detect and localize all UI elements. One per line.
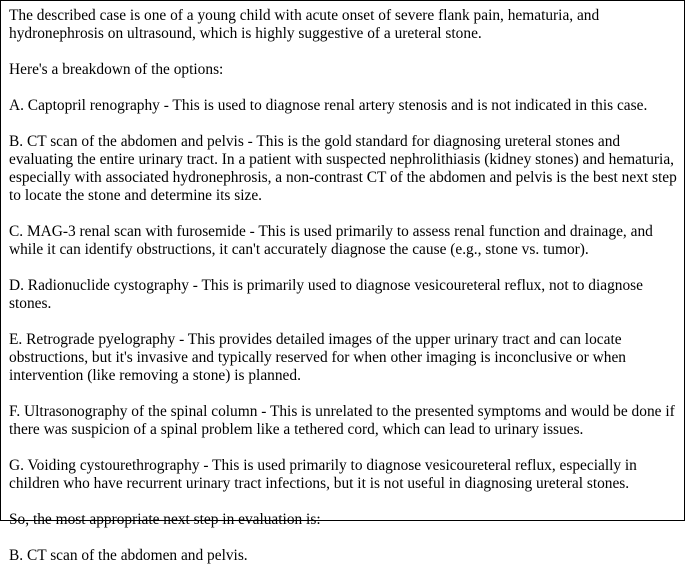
final-answer-paragraph: B. CT scan of the abdomen and pelvis. — [9, 547, 248, 564]
breakdown-heading: Here's a breakdown of the options: — [9, 61, 224, 78]
option-d-paragraph: D. Radionuclide cystography - This is primarily used to diagnose vesicoureteral reflux, not to diagnose stones. — [9, 277, 644, 312]
option-a-paragraph: A. Captopril renography - This is used to diagnose renal artery stenosis and is not indicated in this case. — [9, 97, 648, 114]
document-body — [9, 7, 679, 565]
conclusion-lead-paragraph: So, the most appropriate next step in evaluation is: — [9, 511, 321, 528]
option-g-paragraph: G. Voiding cystourethrography - This is used primarily to diagnose vesicoureteral reflux, especially in children who have recurrent urinary tract infections, but it is not useful in diagnosing ureteral stones. — [9, 457, 637, 492]
option-b-paragraph: B. CT scan of the abdomen and pelvis - This is the gold standard for diagnosing ureteral stones and evaluating the entire urinary tract. In a patient with suspected nephrolithiasis (kidney stones) and hematuria, especially with associated hydronephrosis, a non-contrast CT of the abdomen and pelvis is the best next step to locate the stone and determine its size. — [9, 133, 677, 204]
option-c-paragraph: C. MAG-3 renal scan with furosemide - This is used primarily to assess renal function and drainage, and while it can identify obstructions, it can't accurately diagnose the cause (e.g., stone vs. tumor). — [9, 223, 653, 258]
option-e-paragraph: E. Retrograde pyelography - This provides detailed images of the upper urinary tract and can locate obstructions, but it's invasive and typically reserved for when other imaging is inconclusive or when intervention (like removing a stone) is planned. — [9, 331, 626, 384]
intro-paragraph: The described case is one of a young child with acute onset of severe flank pain, hematuria, and hydronephrosis on ultrasound, which is highly suggestive of a ureteral stone. — [9, 7, 600, 42]
option-f-paragraph: F. Ultrasonography of the spinal column - This is unrelated to the presented symptoms and would be done if there was suspicion of a spinal problem like a tethered cord, which can lead to urinary issues. — [9, 403, 675, 438]
